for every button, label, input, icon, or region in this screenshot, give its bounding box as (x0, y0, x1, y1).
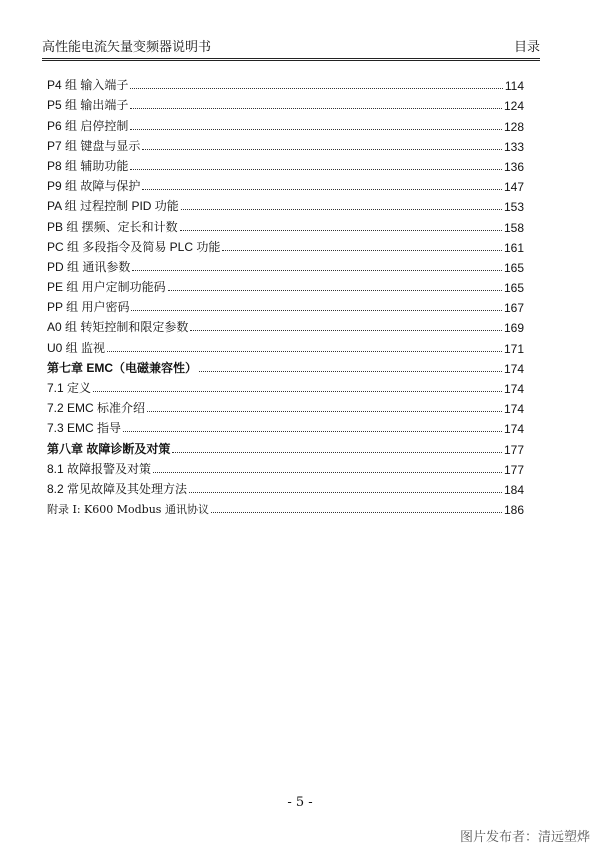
toc-page: 165 (503, 281, 524, 296)
toc-entry[interactable] (47, 457, 524, 477)
toc-page: 128 (503, 119, 524, 134)
toc-label: P4 组 输入端子 (47, 78, 129, 93)
toc-page: 184 (503, 482, 524, 497)
toc-page: 114 (504, 79, 524, 94)
dot-leader (130, 108, 502, 109)
toc-page: 147 (503, 180, 524, 195)
toc-entry[interactable] (47, 113, 524, 133)
header-rule-bottom (42, 60, 540, 61)
dot-leader (211, 512, 502, 513)
toc-label: 第八章 故障诊断及对策 (47, 441, 171, 456)
toc-entry[interactable] (47, 255, 524, 275)
table-of-contents (47, 73, 524, 517)
dot-leader (132, 270, 502, 271)
toc-page: 167 (503, 301, 524, 316)
page-header (42, 36, 540, 56)
toc-entry[interactable] (47, 154, 524, 174)
section-title: 目录 (513, 40, 540, 55)
toc-label: PA 组 过程控制 PID 功能 (47, 199, 179, 214)
toc-chapter-entry[interactable] (47, 436, 524, 456)
toc-label: P7 组 键盘与显示 (47, 138, 141, 153)
toc-page: 153 (503, 200, 524, 215)
dot-leader (123, 431, 502, 432)
toc-label: P9 组 故障与保护 (47, 179, 141, 194)
dot-leader (131, 310, 502, 311)
toc-page: 174 (503, 361, 524, 376)
toc-page: 177 (503, 442, 524, 457)
dot-leader (189, 492, 502, 493)
dot-leader (180, 230, 502, 231)
toc-entry[interactable] (47, 477, 524, 497)
toc-page: 133 (503, 139, 524, 154)
dot-leader (142, 189, 502, 190)
toc-label: PC 组 多段指令及简易 PLC 功能 (47, 239, 221, 254)
toc-entry[interactable] (47, 335, 524, 355)
toc-entry[interactable] (47, 315, 524, 335)
dot-leader (168, 290, 502, 291)
header-rule-top (42, 58, 540, 59)
toc-entry[interactable] (47, 396, 524, 416)
toc-entry[interactable] (47, 73, 524, 93)
toc-label: 7.2 EMC 标准介绍 (47, 401, 146, 416)
toc-entry[interactable] (47, 376, 524, 396)
toc-label: PB 组 摆频、定长和计数 (47, 219, 178, 234)
toc-entry[interactable] (47, 134, 524, 154)
toc-entry[interactable] (47, 214, 524, 234)
toc-page: 165 (503, 260, 524, 275)
toc-entry[interactable] (47, 93, 524, 113)
toc-label: P8 组 辅助功能 (47, 158, 129, 173)
toc-page: 124 (503, 99, 524, 114)
toc-label: PE 组 用户定制功能码 (47, 280, 166, 295)
toc-page: 174 (503, 402, 524, 417)
toc-page: 171 (503, 341, 524, 356)
dot-leader (130, 169, 502, 170)
toc-entry[interactable] (47, 416, 524, 436)
toc-label: 7.3 EMC 指导 (47, 421, 122, 436)
toc-entry[interactable] (47, 194, 524, 214)
toc-label: A0 组 转矩控制和限定参数 (47, 320, 189, 335)
toc-label: 第七章 EMC（电磁兼容性） (47, 360, 198, 375)
toc-page: 136 (503, 159, 524, 174)
toc-entry[interactable] (47, 174, 524, 194)
toc-chapter-entry[interactable] (47, 356, 524, 376)
toc-page: 177 (503, 462, 524, 477)
toc-label: PP 组 用户密码 (47, 300, 130, 315)
dot-leader (222, 250, 502, 251)
dot-leader (130, 88, 503, 89)
toc-page: 169 (503, 321, 524, 336)
dot-leader (107, 351, 502, 352)
toc-entry[interactable] (47, 235, 524, 255)
toc-page: 186 (503, 503, 524, 518)
dot-leader (153, 472, 502, 473)
dot-leader (147, 411, 502, 412)
toc-label: P6 组 启停控制 (47, 118, 129, 133)
toc-appendix-entry[interactable] (47, 497, 524, 517)
toc-label: 附录 I: K600 Modbus 通讯协议 (47, 503, 209, 517)
dot-leader (93, 391, 502, 392)
watermark: 图片发布者：清远塑烨 (459, 830, 590, 845)
dot-leader (199, 371, 502, 372)
toc-page: 161 (503, 240, 524, 255)
toc-label: PD 组 通讯参数 (47, 259, 131, 274)
toc-label: P5 组 输出端子 (47, 98, 129, 113)
toc-entry[interactable] (47, 295, 524, 315)
dot-leader (172, 452, 502, 453)
dot-leader (142, 149, 502, 150)
dot-leader (190, 330, 502, 331)
toc-label: 7.1 定义 (47, 381, 92, 395)
page-number: - 5 - (287, 795, 313, 810)
toc-label: 8.2 常见故障及其处理方法 (47, 481, 188, 496)
dot-leader (130, 129, 502, 130)
toc-label: 8.1 故障报警及对策 (47, 461, 152, 476)
toc-entry[interactable] (47, 275, 524, 295)
toc-page: 158 (503, 220, 524, 235)
toc-page: 174 (503, 422, 524, 437)
document-title: 高性能电流矢量变频器说明书 (42, 40, 212, 55)
toc-label: U0 组 监视 (47, 340, 106, 355)
dot-leader (181, 209, 502, 210)
toc-page: 174 (503, 382, 524, 396)
